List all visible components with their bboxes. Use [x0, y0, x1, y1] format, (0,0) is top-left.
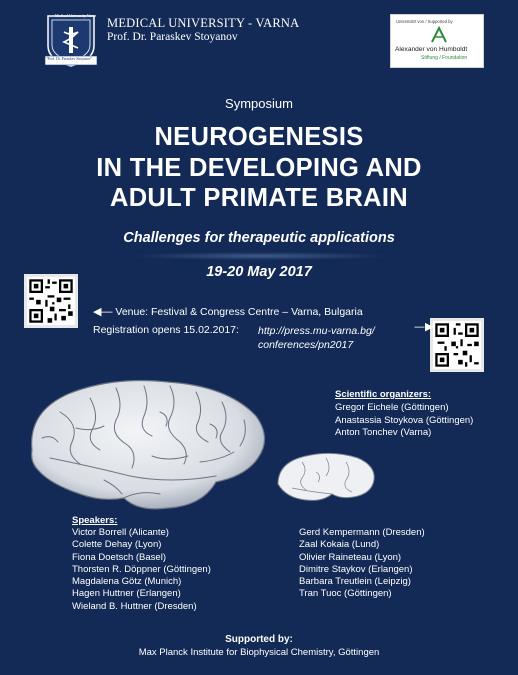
registration-label: Registration opens 15.02.2017: — [93, 324, 239, 336]
sponsor-top-text: Unterstützt von / Supported by — [396, 19, 453, 24]
registration-url-line-1[interactable]: http://press.mu-varna.bg/ — [258, 325, 375, 337]
speakers-column-2 — [299, 527, 425, 601]
speaker-name: Magdalena Götz (Munich) — [72, 576, 182, 588]
speaker-name: Hagen Huttner (Erlangen) — [72, 588, 181, 600]
organizers-heading: Scientific organizers: — [335, 389, 432, 400]
primate-brain-image — [20, 372, 270, 522]
organizer-name: Anton Tonchev (Varna) — [335, 427, 432, 438]
qr-code-icon[interactable] — [24, 274, 78, 328]
title-line-2: IN THE DEVELOPING AND — [96, 153, 422, 182]
supporter-name: Max Planck Institute for Biophysical Chemistry, Göttingen — [138, 647, 380, 658]
speaker-name: Gerd Kempermann (Dresden) — [299, 527, 425, 538]
venue-text: Venue: Festival & Congress Centre – Varna, Bulgaria — [115, 306, 363, 318]
title-line-1: NEUROGENESIS — [154, 123, 364, 151]
speaker-name: Wieland B. Huttner (Dresden) — [72, 600, 197, 612]
humboldt-foundation-logo — [390, 14, 484, 68]
speaker-name: Victor Borrell (Alicante) — [72, 527, 169, 538]
sponsor-name: Alexander von Humboldt — [395, 46, 468, 53]
university-subtitle: Prof. Dr. Paraskev Stoyanov — [107, 31, 238, 43]
registration-url[interactable] — [258, 324, 375, 352]
seal-bottom-text: "Prof. Dr. Paraskev Stoyanov" — [46, 57, 93, 61]
event-title — [0, 122, 518, 214]
organizer-name: Gregor Eichele (Göttingen) — [335, 402, 449, 413]
speaker-name: Olivier Raineteau (Lyon) — [299, 551, 402, 563]
speakers-column-1 — [72, 527, 211, 613]
speaker-name: Tran Tuoc (Göttingen) — [299, 588, 392, 600]
speaker-name: Dimitre Staykov (Erlangen) — [299, 563, 413, 575]
event-label: Symposium — [225, 96, 293, 111]
speaker-name: Fiona Doetsch (Basel) — [72, 551, 166, 563]
supported-by-label: Supported by: — [225, 634, 293, 645]
venue-line — [93, 305, 363, 318]
speakers-heading: Speakers: — [72, 515, 118, 526]
university-name: MEDICAL UNIVERSITY - VARNA — [107, 16, 300, 30]
organizers-list — [335, 402, 473, 440]
speaker-name: Zaal Kokaia (Lund) — [299, 539, 380, 551]
speaker-name: Colette Dehay (Lyon) — [72, 539, 162, 551]
organizer-name: Anastassia Stoykova (Göttingen) — [335, 414, 474, 426]
arrow-left-icon: ◀— — [93, 306, 113, 318]
speaker-name: Thorsten R. Döppner (Göttingen) — [72, 563, 211, 575]
registration-url-line-2[interactable]: conferences/pn2017 — [258, 339, 354, 351]
event-dates: 19-20 May 2017 — [206, 264, 312, 280]
event-subtitle: Challenges for therapeutic applications — [123, 230, 395, 246]
seal-top-text: Medical University Varna — [55, 13, 97, 18]
speaker-name: Barbara Treutlein (Leipzig) — [299, 576, 411, 588]
rodent-brain-image — [272, 448, 380, 504]
title-line-3: ADULT PRIMATE BRAIN — [110, 184, 408, 212]
sponsor-foundation: Stiftung / Foundation — [421, 55, 468, 61]
arrow-right-icon: —▶ — [414, 320, 434, 333]
decorative-glow — [130, 252, 390, 260]
humboldt-foundation-icon — [429, 25, 449, 45]
qr-code-icon[interactable] — [430, 318, 484, 372]
